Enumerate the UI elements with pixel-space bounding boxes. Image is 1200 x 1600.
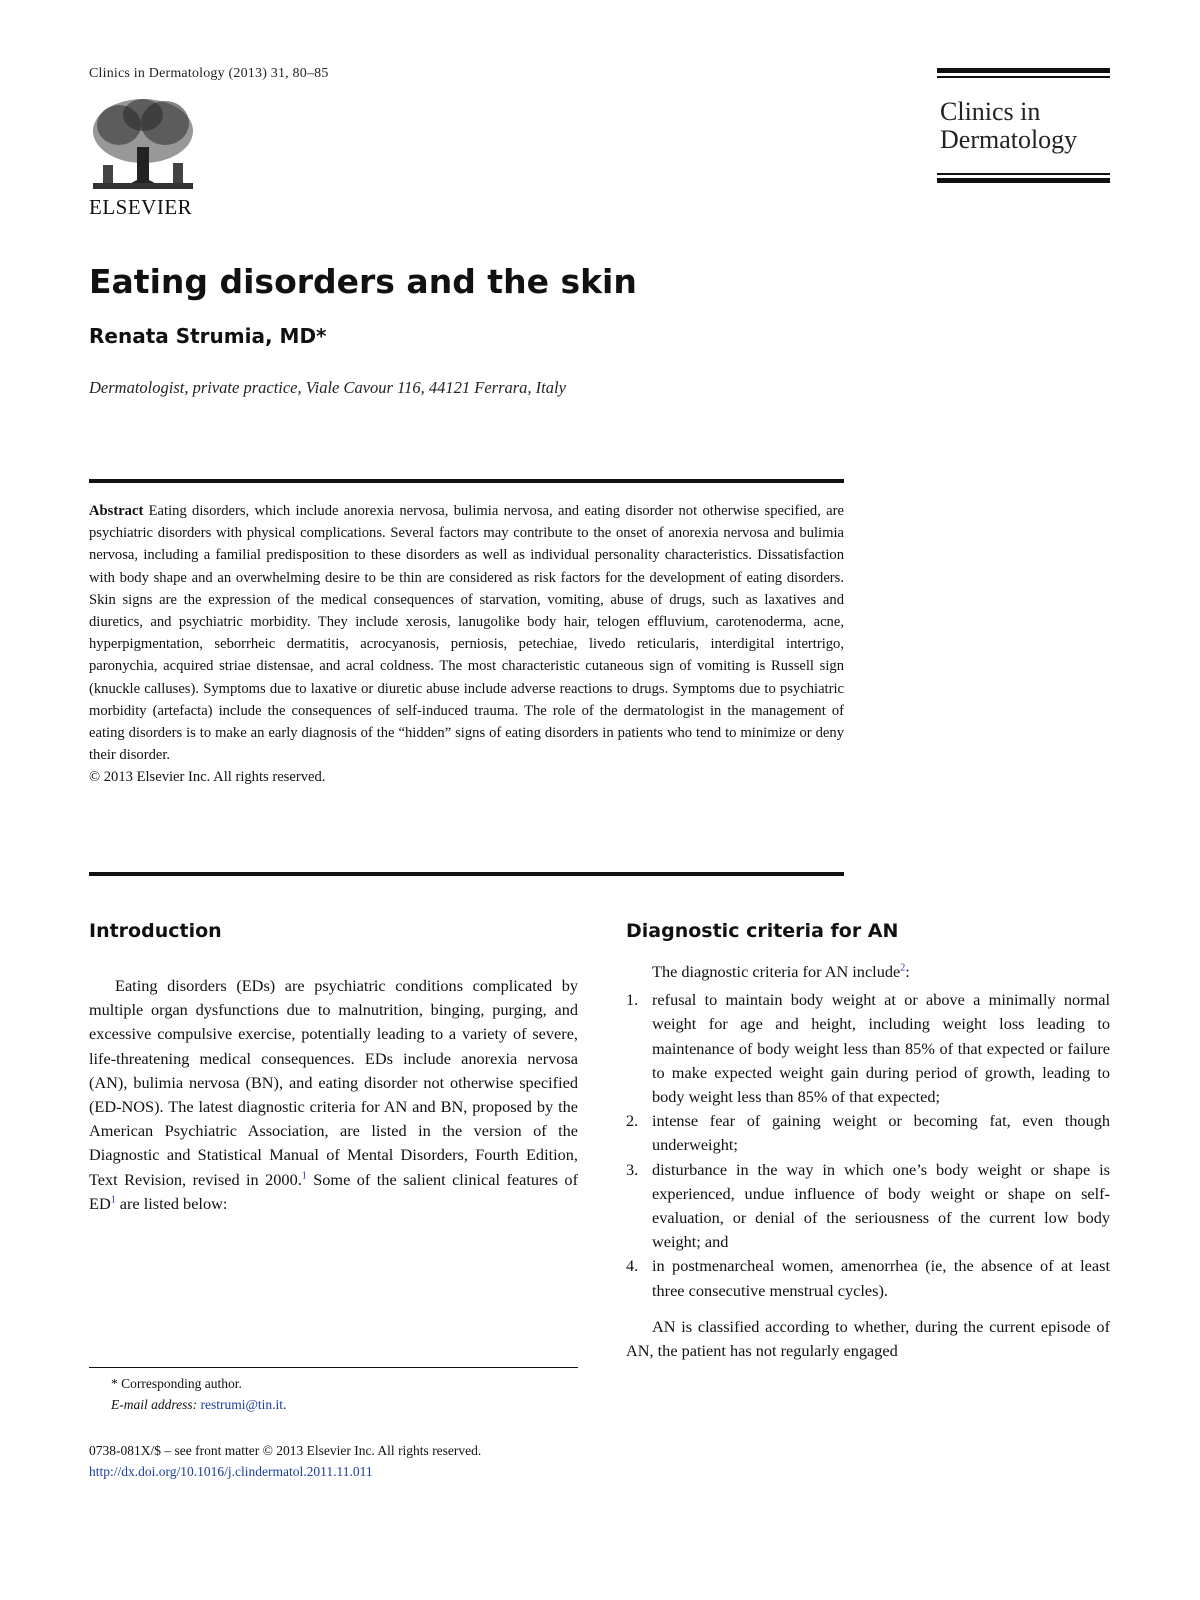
- email-end: .: [283, 1397, 287, 1412]
- list-item-text: disturbance in the way in which one’s body weight or shape is experienced, undue influence of body weight or shape on self-evaluation, or denial of the seriousness of the current low body weight; and: [652, 1159, 1110, 1252]
- criteria-list: [626, 988, 1110, 1303]
- diagnostic-body: [626, 960, 1110, 1363]
- diagnostic-intro: The diagnostic criteria for AN include: [652, 962, 901, 981]
- list-item: [626, 1254, 1110, 1302]
- publisher-name: ELSEVIER: [89, 195, 193, 219]
- abstract-label: Abstract: [89, 503, 144, 519]
- citation-ref-diag[interactable]: 2: [900, 962, 906, 974]
- list-item: [626, 988, 1110, 1109]
- intro-text-2: Some of the salient clinical features of ED: [89, 1169, 578, 1213]
- diagnostic-heading: Diagnostic criteria for AN: [626, 920, 899, 942]
- diagnostic-after: AN is classified according to whether, during the current episode of AN, the patient has not regularly engaged: [626, 1316, 1110, 1361]
- journal-name-line1: Clinics in: [940, 97, 1041, 126]
- list-item: [626, 1158, 1110, 1255]
- list-item-number: 1.: [626, 990, 639, 1010]
- footnote-rule: [89, 1367, 578, 1368]
- list-item-text: intense fear of gaining weight or becoming fat, even though underweight;: [652, 1111, 1110, 1155]
- email-label: E-mail address:: [111, 1397, 198, 1412]
- list-item-text: in postmenarcheal women, amenorrhea (ie, the absence of at least three consecutive menstrual cycles).: [652, 1256, 1110, 1300]
- corresponding-author-note: * Corresponding author.: [111, 1376, 242, 1391]
- intro-text-3: are listed below:: [115, 1193, 228, 1213]
- citation-ref-2[interactable]: 1: [110, 1194, 116, 1206]
- abstract-text: Eating disorders, which include anorexia nervosa, bulimia nervosa, and eating disorder not otherwise specified, are psychiatric disorders with physical complications. Several factors may contribute to the onset of anorexia nervosa and bulimia nervosa, including a familial predisposition to these disorders as well as individual personality characteristics. Dissatisfaction with body shape and an overwhelming desire to be thin are considered as risk factors for the development of eating disorders. Skin signs are the expression of the medical consequences of starvation, vomiting, abuse of drugs, such as laxatives and diuretics, and psychiatric morbidity. They include xerosis, lanugolike body hair, telogen effluvium, carotenoderma, acne, hyperpigmentation, seborrheic dermatitis, acrocyanosis, perniosis, petechiae, livedo reticularis, interdigital intertrigo, paronychia, acquired striae distensae, and acral coldness. The most characteristic cutaneous sign of vomiting is Russell sign (knuckle calluses). Symptoms due to laxative or diuretic abuse include adverse reactions to drugs. Symptoms due to psychiatric morbidity (artefacta) include the consequences of self-induced trauma. The role of the dermatologist in the management of eating disorders is to make an early diagnosis of the “hidden” signs of eating disorders in patients who tend to minimize or deny their disorder.: [89, 503, 844, 764]
- article-title: Eating disorders and the skin: [89, 262, 637, 301]
- journal-rule-top: [937, 68, 1110, 78]
- list-item-number: 3.: [626, 1159, 639, 1179]
- journal-name-line2: Dermatology: [940, 125, 1078, 154]
- abstract: [89, 500, 844, 789]
- diagnostic-intro-end: :: [905, 962, 910, 981]
- citation-ref-1[interactable]: 1: [301, 1170, 307, 1182]
- list-item-number: 4.: [626, 1256, 639, 1276]
- doi-link[interactable]: http://dx.doi.org/10.1016/j.clindermatol.2011.11.011: [89, 1464, 373, 1479]
- list-item-number: 2.: [626, 1111, 639, 1131]
- list-item: [626, 1109, 1110, 1157]
- issn-line: 0738-081X/$ – see front matter © 2013 Elsevier Inc. All rights reserved.: [89, 1443, 482, 1458]
- article-author: Renata Strumia, MD*: [89, 324, 327, 348]
- issn-block: [89, 1440, 578, 1482]
- abstract-rule-top: [89, 479, 844, 483]
- author-affiliation: Dermatologist, private practice, Viale Cavour 116, 44121 Ferrara, Italy: [89, 378, 566, 397]
- elsevier-tree-logo: [89, 95, 197, 193]
- list-item-text: refusal to maintain body weight at or above a minimally normal weight for age and height, including weight loss leading to maintenance of body weight less than 85% of that expected or failure to make expected weight gain during period of growth, leading to body weight less than 85% of that expected;: [652, 990, 1110, 1107]
- abstract-copyright: © 2013 Elsevier Inc. All rights reserved.: [89, 769, 326, 786]
- journal-rule-bottom: [937, 173, 1110, 183]
- abstract-rule-bottom: [89, 872, 844, 876]
- introduction-body: [89, 974, 578, 1216]
- journal-reference: Clinics in Dermatology (2013) 31, 80–85: [89, 66, 329, 81]
- intro-text-1: Eating disorders (EDs) are psychiatric conditions complicated by multiple organ dysfunctions due to malnutrition, binging, purging, and excessive compulsive exercise, potentially leading to a variety of severe, life-threatening medical consequences. EDs include anorexia nervosa (AN), bulimia nervosa (BN), and eating disorder not otherwise specified (ED-NOS). The latest diagnostic criteria for AN and BN, proposed by the American Psychiatric Association, are listed in the version of the Diagnostic and Statistical Manual of Mental Disorders, Fourth Edition, Text Revision, revised in 2000.: [89, 976, 578, 1189]
- introduction-heading: Introduction: [89, 920, 222, 942]
- email-link[interactable]: restrumi@tin.it: [200, 1397, 284, 1412]
- footnote: [89, 1373, 578, 1415]
- journal-name: [940, 98, 1077, 154]
- email-line: [89, 1394, 578, 1415]
